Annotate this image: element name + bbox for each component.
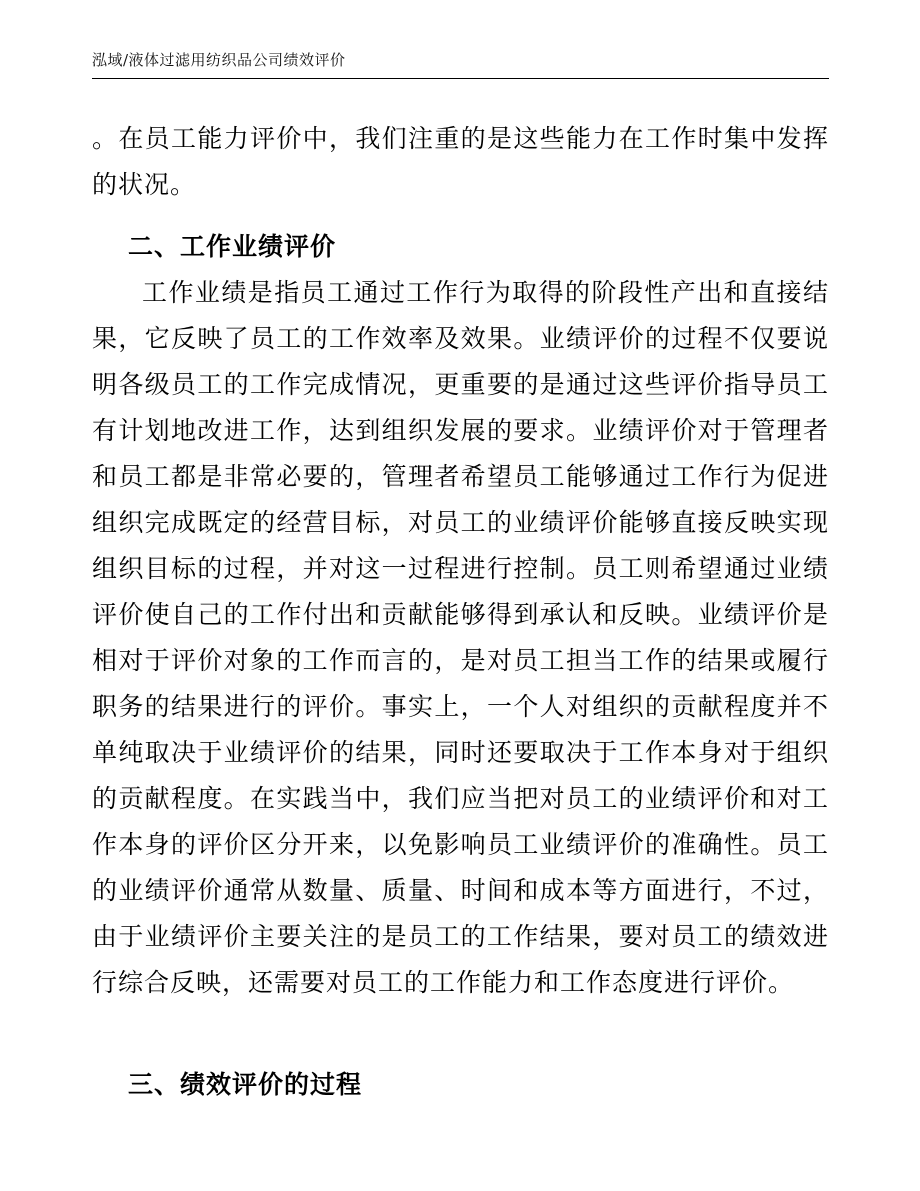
header-divider bbox=[92, 78, 829, 79]
section-three-heading: 三、绩效评价的过程 bbox=[128, 1070, 363, 1099]
section-two-paragraph: 工作业绩是指员工通过工作行为取得的阶段性产出和直接结果，它反映了员工的工作效率及效果。业绩评价的过程不仅要说明各级员工的工作完成情况，更重要的是通过这些评价指导员工有计划地改进工作，达到组织发展的要求。业绩评价对于管理者和员工都是非常必要的，管理者希望员工能够通过工作行为促进组织完成既定的经营目标，对员工的业绩评价能够直接反映实现组织目标的过程，并对这一过程进行控制。员工则希望通过业绩评价使自己的工作付出和贡献能够得到承认和反映。业绩评价是相对于评价对象的工作而言的，是对员工担当工作的结果或履行职务的结果进行的评价。事实上，一个人对组织的贡献程度并不单纯取决于业绩评价的结果，同时还要取决于工作本身对于组织的贡献程度。在实践当中，我们应当把对员工的业绩评价和对工作本身的评价区分开来，以免影响员工业绩评价的准确性。员工的业绩评价通常从数量、质量、时间和成本等方面进行，不过，由于业绩评价主要关注的是员工的工作结果，要对员工的绩效进行综合反映，还需要对员工的工作能力和工作态度进行评价。 bbox=[92, 278, 829, 997]
intro-paragraph: 。在员工能力评价中，我们注重的是这些能力在工作时集中发挥的状况。 bbox=[92, 124, 829, 199]
header-title: 泓域/液体过滤用纺织品公司绩效评价 bbox=[92, 51, 346, 69]
section-two-heading: 二、工作业绩评价 bbox=[128, 232, 337, 261]
